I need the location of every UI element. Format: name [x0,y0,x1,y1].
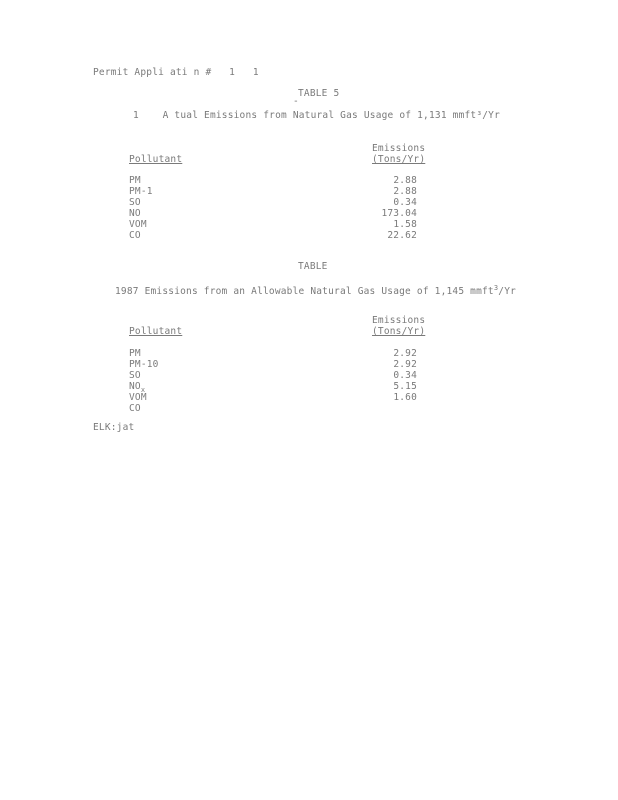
table2-subtitle [115,283,516,297]
table2-row-value: 2.92 [393,359,417,370]
table1-emissions-header-2-text: (Tons/Yr) [372,154,426,165]
table1-row-pollutant: PM-1 [129,186,153,197]
table1-title-mark: - [293,96,299,107]
table2-subtitle-sup: 3 [493,284,499,292]
table2-pollutant-header [129,326,182,337]
table1-emissions-header-1: Emissions [372,143,426,154]
permit-application-line: Permit Appli ati n # 1 1 [93,67,259,78]
table2-emissions-header-2-text: (Tons/Yr) [372,326,426,337]
table2-pollutant-header-text: Pollutant [129,326,183,337]
table2-row-pollutant-sub: x [140,385,146,394]
table1-pollutant-header-text: Pollutant [129,154,183,165]
table2-row-value: 5.15 [393,381,417,392]
table1-row-value: 173.04 [381,208,417,219]
table1-row-value: 2.88 [393,186,417,197]
table2-row-pollutant: CO [129,403,141,414]
table2-row-pollutant: SO [129,370,141,381]
table1-row-pollutant: PM [129,175,141,186]
table2-subtitle-unit: /Yr [498,286,517,298]
table2-emissions-header-1: Emissions [372,315,426,326]
table1-row-pollutant: VOM [129,219,147,230]
footer-initials: ELK:jat [93,422,135,433]
table2-row-value: 0.34 [393,370,417,381]
table2-emissions-header-2 [372,326,425,337]
table1-row-pollutant: NO [129,208,141,219]
table1-title: TABLE 5 [298,88,340,99]
table2-row-value: 2.92 [393,348,417,359]
table2-row-pollutant-text: NO [129,381,141,392]
table2-subtitle-text: 1987 Emissions from an Allowable Natural Gas Usage of 1,145 mmft [115,286,494,298]
table2-row-value: 1.60 [393,392,417,403]
table2-row-pollutant: VOM [129,392,147,403]
table2-title: TABLE [298,261,328,272]
table1-row-pollutant: CO [129,230,141,241]
table1-row-value: 0.34 [393,197,417,208]
table1-pollutant-header [129,154,182,165]
table2-row-pollutant: PM-10 [129,359,159,370]
table1-row-value: 1.58 [393,219,417,230]
table1-row-value: 2.88 [393,175,417,186]
table1-row-pollutant: SO [129,197,141,208]
table2-row-pollutant: PM [129,348,141,359]
table1-row-value: 22.62 [387,230,417,241]
table1-emissions-header-2 [372,154,425,165]
table1-subtitle: 1 A tual Emissions from Natural Gas Usage of 1,131 mmft³/Yr [133,110,501,121]
